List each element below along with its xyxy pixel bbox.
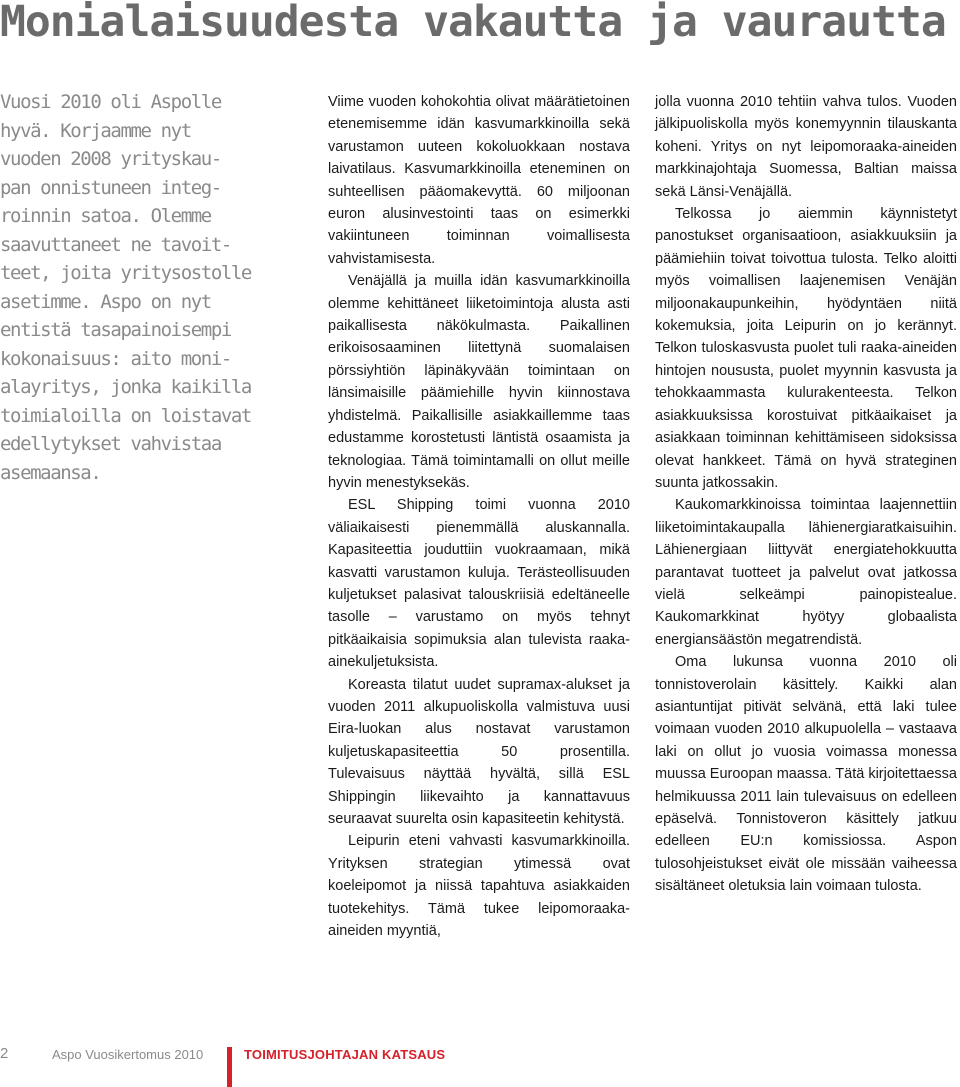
paragraph: Kaukomarkkinoissa toimintaa laajennettiin liiketoimintakaupalla lähienergiaratkaisuihin. Lähienergiaan liittyvät energiatehokkuutta parantavat tuotteet ja palvelut ovat jatkossa vielä selkeämpi painopistealue. Kaukomarkkinat hyötyy globaalista energiansäästön megatrendistä. — [655, 497, 957, 648]
lead-line: alayritys, jonka kaikilla — [0, 376, 251, 398]
lead-line: edellytykset vahvistaa — [0, 433, 221, 455]
section-marker — [227, 1047, 232, 1087]
lead-paragraph — [0, 88, 251, 487]
lead-line: asetimme. Aspo on nyt — [0, 290, 211, 313]
lead-line: pan onnistuneen integ- — [0, 176, 221, 199]
paragraph: Koreasta tilatut uudet supramax-alukset ja vuoden 2011 alkupuoliskolla valmistuva uusi Eira-luokan alus nostavat varustamon kuljetuskapasiteettia 50 prosentilla. Tulevaisuus näyttää hyvältä, sillä ESL Shippingin liikevaihto ja kannattavuus seuraavat suurelta osin kapasiteetin kehitystä. — [328, 676, 630, 827]
lead-line: roinnin satoa. Olemme — [0, 205, 211, 227]
paragraph: Leipurin eteni vahvasti kasvumarkkinoilla. Yrityksen strategian ytimessä ovat koeleipomot ja niissä tapahtuva asiakkaiden tuotekehitys. Tämä tukee leipomoraaka-aineiden myyntiä, — [328, 833, 630, 940]
paragraph: Viime vuoden kohokohtia olivat määrätietoinen etenemisemme idän kasvumarkkinoilla sekä varustamon uuteen kokoluokkaan nostava laivatilaus. Kasvumarkkinoilla eteneminen on suhteellisen pääomakevyttä. 60 miljoonan euron alusinvestointi taas on esimerkki vakiintuneen toiminnan voimallisesta vahvistamisesta. — [328, 94, 630, 267]
section-title: TOIMITUSJOHTAJAN KATSAUS — [244, 1047, 446, 1062]
paragraph: Oma lukunsa vuonna 2010 oli tonnistoverolain käsittely. Kaikki alan asiantuntijat pitivät selvänä, että laki tulee voimaan vuoden 2010 alkupuolella – vastaava laki on ollut jo vuosia voimassa monessa muussa Euroopan maassa. Tätä kirjoitettaessa helmikuussa 2011 lain tulevaisuus on edelleen epäselvä. Tonnistoveron käsittely jatkuu edelleen EU:n komissiossa. Aspon tulosohjeistukset eivät ole missään vaiheessa sisältäneet oletuksia lain voimaan tulosta. — [655, 654, 957, 895]
paragraph: ESL Shipping toimi vuonna 2010 väliaikaisesti pienemmällä aluskannalla. Kapasiteettia jouduttiin vuokraamaan, mikä kasvatti varustamon kuluja. Terästeollisuuden kuljetukset palasivat talouskriisiä edeltäneelle tasolle – varustamo on myös tehnyt pitkäaikaisia sopimuksia alan tulevista raaka-ainekuljetuksista. — [328, 497, 630, 671]
paragraph: jolla vuonna 2010 tehtiin vahva tulos. Vuoden jälkipuoliskolla myös konemyynnin tilauskanta koheni. Yritys on nyt leipomoraaka-aineiden markkinajohtaja Suomessa, Baltian maissa sekä Länsi-Venäjällä. — [655, 94, 957, 200]
lead-line: hyvä. Korjaamme nyt — [0, 119, 191, 142]
body-column-3 — [655, 91, 957, 898]
lead-line: kokonaisuus: aito moni- — [0, 347, 231, 370]
page-title: Monialaisuudesta vakautta ja vaurautta — [0, 0, 946, 47]
lead-line: teet, joita yritysostolle — [0, 262, 251, 284]
lead-line: asemaansa. — [0, 461, 101, 484]
page-footer — [0, 1040, 960, 1087]
page-number: 2 — [0, 1045, 9, 1062]
body-column-2 — [328, 91, 630, 942]
lead-line: toimialoilla on loistavat — [0, 404, 251, 427]
publication-name: Aspo Vuosikertomus 2010 — [52, 1047, 204, 1062]
paragraph: Telkossa jo aiemmin käynnistetyt panostukset organisaatioon, asiakkuuksiin ja päämiehiin toivat toivottua tulosta. Telko aloitti myös voimallisen laajenemisen Venäjän miljoonakaupunkeihin, hyödyntäen niitä kokemuksia, joita Leipurin on jo kerännyt. Telkon tuloskasvusta puolet tuli raaka-aineiden hintojen noususta, puolet myynnin kasvusta ja tehokkaammasta kulurakenteesta. Telkon asiakkuuksissa korostuivat pitkäaikaiset ja asiakkaan toiminnan kehittämiseen sidoksissa olevat hankkeet. Tämä on hyvä strateginen suunta jatkossakin. — [655, 206, 957, 491]
lead-line: saavuttaneet ne tavoit- — [0, 233, 231, 256]
lead-line: Vuosi 2010 oli Aspolle — [0, 91, 221, 113]
lead-line: entistä tasapainoisempi — [0, 319, 231, 341]
paragraph: Venäjällä ja muilla idän kasvumarkkinoilla olemme kehittäneet liiketoimintoja alusta asti paikallisesta näkökulmasta. Paikallinen erikoisosaaminen liitettynä suomalaisen pörssiyhtiön läpinäkyvään toimintaan on länsimaisille päämiehille hyvin kiinnostava yhdistelmä. Paikallisille asiakkaillemme taas edustamme korostetusti läntistä osaamista ja teknologiaa. Tämä toimintamalli on ollut meille hyvin menestyksekäs. — [328, 273, 630, 491]
lead-line: vuoden 2008 yrityskau- — [0, 148, 221, 170]
